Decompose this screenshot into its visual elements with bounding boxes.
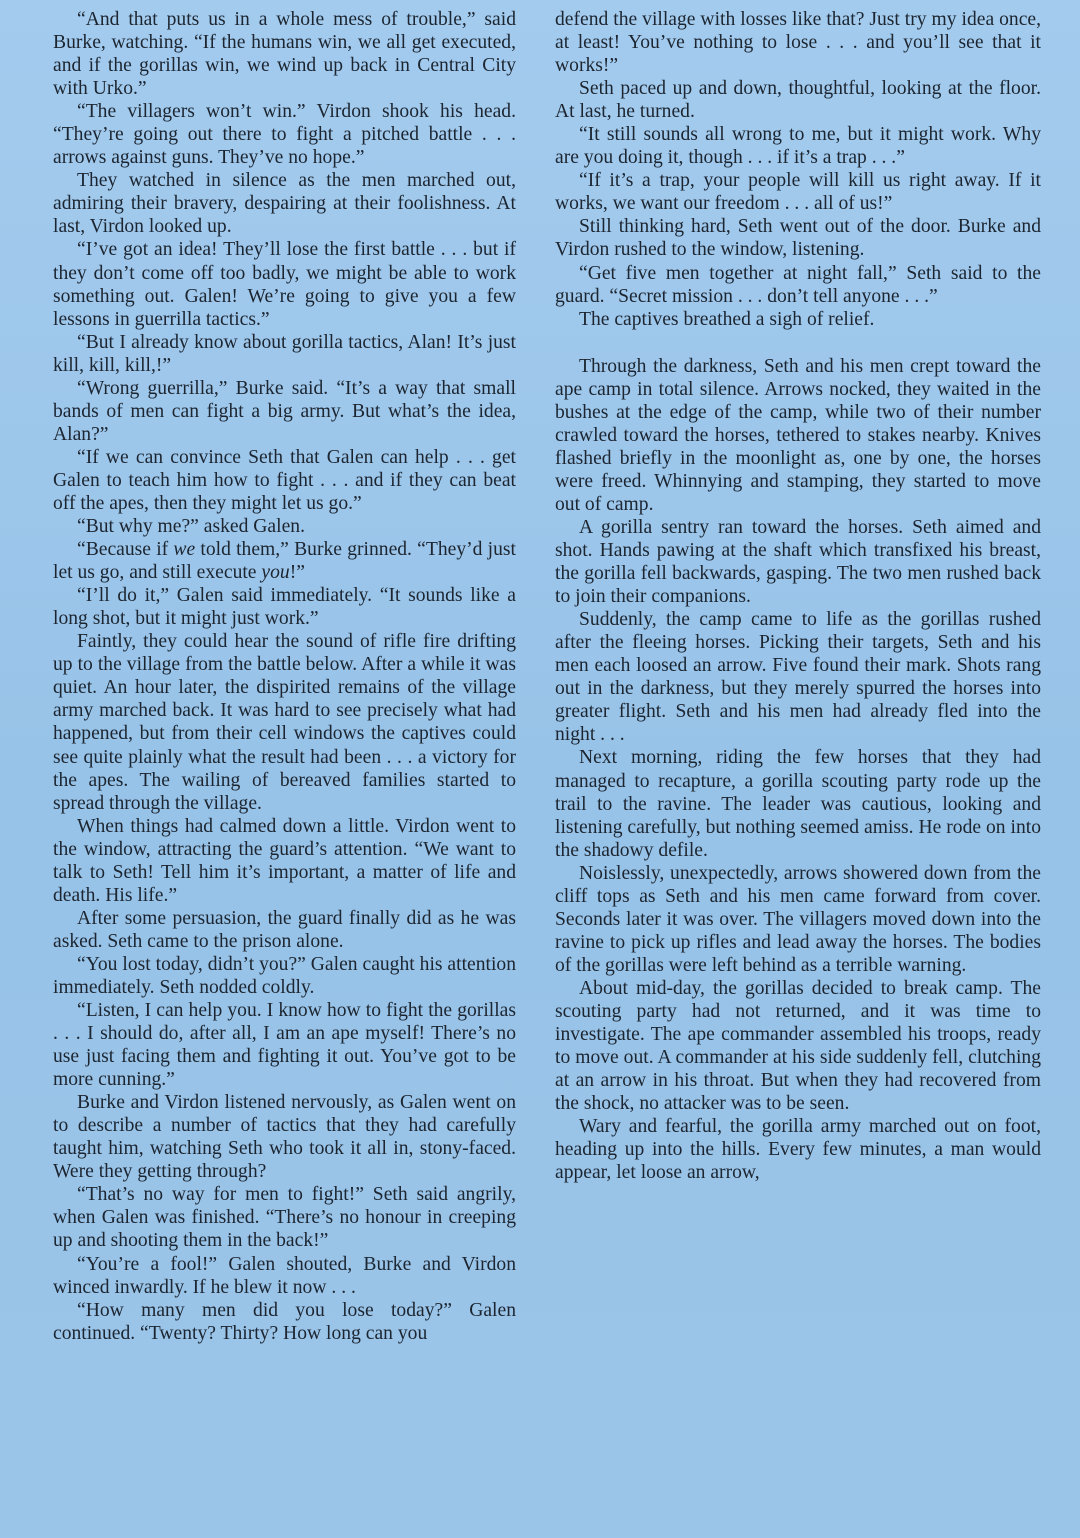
paragraph: They watched in silence as the men marched out, admiring their bravery, despairing at their foolishness. At last, Virdon looked up. [53,170,516,238]
paragraph: The captives breathed a sigh of relief. [579,308,875,330]
emphasis-you: you [261,562,290,584]
paragraph: “The villagers won’t win.” Virdon shook his head. “They’re going out there to fight a pitched battle . . . arrows against guns. They’ve no hope.” [53,101,516,169]
paragraph: “You lost today, didn’t you?” Galen caught his attention immediately. Seth nodded coldly. [53,953,516,998]
text-run: told them,” Burke grinned. “They’d just let us go, and still execute [53,539,516,584]
paragraph: “You’re a fool!” Galen shouted, Burke and Virdon winced inwardly. If he blew it now . . . [53,1253,516,1298]
paragraph: “And that puts us in a whole mess of trouble,” said Burke, watching. “If the humans win, we all get executed, and if the gorillas win, we wind up back in Central City with Urko.” [53,9,516,100]
paragraph: Next morning, riding the few horses that they had managed to recapture, a gorilla scouting party rode up the trail to the ravine. The leader was cautious, looking and listening carefully, but nothing seemed amiss. He rode on into the shadowy defile. [555,747,1041,861]
paragraph: A gorilla sentry ran toward the horses. Seth aimed and shot. Hands pawing at the shaft which transfixed his breast, the gorilla fell backwards, gasping. The two men rushed back to join their companions. [555,516,1041,608]
right-text-column [555,8,1041,1184]
paragraph-burke-grinned [53,538,516,584]
paragraph: “Listen, I can help you. I know how to fight the gorillas . . . I should do, after all, I am an ape myself! There’s no use just facing them and fighting it out. You’ve got to be more cunning.” [53,1000,516,1091]
paragraph: About mid-day, the gorillas decided to break camp. The scouting party had not returned, and it was time to investigate. The ape commander assembled his troops, ready to move out. A commander at his side suddenly fell, clutching at an arrow in his throat. But when they had recovered from the shock, no attacker was to be seen. [555,977,1041,1115]
paragraph: “If it’s a trap, your people will kill us right away. If it works, we want our freedom . . . all of us!” [555,170,1041,215]
paragraph: Wary and fearful, the gorilla army marched out on foot, heading up into the hills. Every few minutes, a man would appear, let loose an arrow, [555,1116,1041,1184]
paragraph: “I’ll do it,” Galen said immediately. “It sounds like a long shot, but it might just work.” [53,585,516,630]
paragraph: “Wrong guerrilla,” Burke said. “It’s a way that small bands of men can fight a big army. But what’s the idea, Alan?” [53,377,516,445]
paragraph: Seth paced up and down, thoughtful, looking at the floor. At last, he turned. [555,78,1041,123]
text-run: !” [289,562,305,584]
paragraph: “How many men did you lose today?” Galen continued. “Twenty? Thirty? How long can you [53,1299,516,1344]
paragraph: Burke and Virdon listened nervously, as Galen went on to describe a number of tactics that they had carefully taught him, watching Seth who took it all in, stony-faced. Were they getting through? [53,1092,516,1183]
left-text-column [53,8,516,1345]
paragraph: When things had calmed down a little. Virdon went to the window, attracting the guard’s attention. “We want to talk to Seth! Tell him it’s important, a matter of life and death. His life.” [53,815,516,906]
paragraph-continued: defend the village with losses like that? Just try my idea once, at least! You’ve nothing to lose . . . and you’ll see that it works!” [555,9,1041,77]
paragraph: “That’s no way for men to fight!” Seth said angrily, when Galen was finished. “There’s no honour in creeping up and shooting them in the back!” [53,1184,516,1252]
paragraph: Noislessly, unexpectedly, arrows showered down from the cliff tops as Seth and his men came forward from cover. Seconds later it was over. The villagers moved down into the ravine to pick up rifles and lead away the horses. The bodies of the gorillas were left behind as a terrible warning. [555,862,1041,976]
paragraph: “But I already know about gorilla tactics, Alan! It’s just kill, kill, kill,!” [53,331,516,376]
paragraph: “I’ve got an idea! They’ll lose the first battle . . . but if they don’t come off too badly, we might be able to work something out. Galen! We’re going to give you a few lessons in guerrilla tactics.” [53,239,516,330]
paragraph: After some persuasion, the guard finally did as he was asked. Seth came to the prison alone. [53,907,516,952]
section-start-paragraph: Through the darkness, Seth and his men crept toward the ape camp in total silence. Arrows nocked, they waited in the bushes at the edge of the camp, while two of their number crawled toward the horses, tethered to stakes nearby. Knives flashed briefly in the moonlight as, one by one, the horses were freed. Whinnying and stamping, they started to move out of camp. [555,355,1041,515]
paragraph: Suddenly, the camp came to life as the gorillas rushed after the fleeing horses. Picking their targets, Seth and his men each loosed an arrow. Five found their mark. Shots rang out in the darkness, but they merely spurred the horses into greater flight. Seth and his men had already fled into the night . . . [555,609,1041,746]
paragraph: Still thinking hard, Seth went out of the door. Burke and Virdon rushed to the window, listening. [555,216,1041,261]
text-run: “Because if [77,539,174,561]
paragraph: “It still sounds all wrong to me, but it might work. Why are you doing it, though . . . if it’s a trap . . .” [555,124,1041,169]
paragraph: “Get five men together at night fall,” Seth said to the guard. “Secret mission . . . don’t tell anyone . . .” [555,262,1041,307]
paragraph: “If we can convince Seth that Galen can help . . . get Galen to teach him how to fight . . . and if they can beat off the apes, then they might let us go.” [53,446,516,514]
paragraph: “But why me?” asked Galen. [77,516,305,538]
paragraph: Faintly, they could hear the sound of rifle fire drifting up to the village from the battle below. After a while it was quiet. An hour later, the dispirited remains of the village army marched back. It was hard to see precisely what had happened, but from their cell windows the captives could see quite plainly what the result had been . . . a victory for the apes. The wailing of bereaved families started to spread through the village. [53,631,516,814]
emphasis-we: we [173,539,196,561]
